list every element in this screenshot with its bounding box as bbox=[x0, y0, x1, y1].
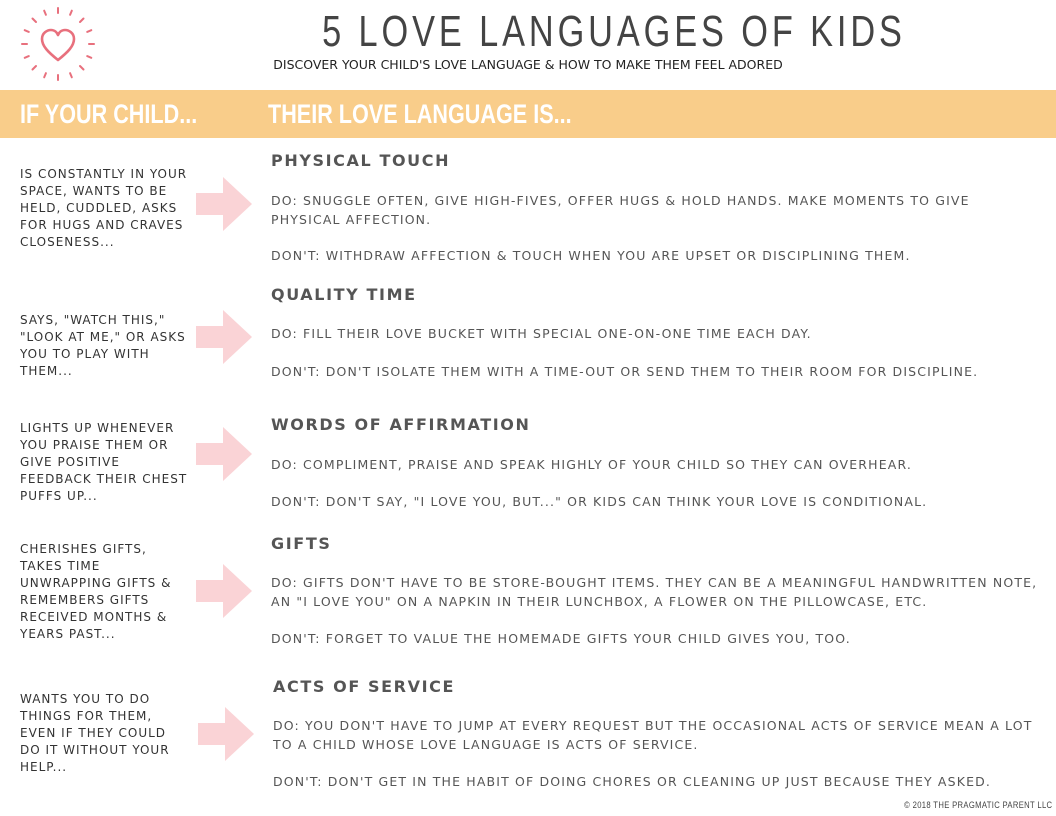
page-subtitle: DISCOVER YOUR CHILD'S LOVE LANGUAGE & HOW TO MAKE THEM FEEL ADORED bbox=[273, 57, 783, 72]
love-language-heading: PHYSICAL TOUCH bbox=[271, 151, 451, 170]
child-behavior-quality-time: SAYS, "WATCH THIS," "LOOK AT ME," OR ASKS YOU TO PLAY WITH THEM... bbox=[20, 313, 186, 378]
header-band bbox=[0, 90, 1056, 138]
dont-text: DON'T: DON'T ISOLATE THEM WITH A TIME-OUT OR SEND THEM TO THEIR ROOM FOR DISCIPLINE. bbox=[271, 364, 979, 379]
band-left-label: IF YOUR CHILD... bbox=[20, 99, 198, 129]
copyright-footer: © 2018 THE PRAGMATIC PARENT LLC bbox=[903, 800, 1052, 810]
child-behavior-physical-touch: IS CONSTANTLY IN YOUR SPACE, WANTS TO BE HELD, CUDDLED, ASKS FOR HUGS AND CRAVES CLOSENESS... bbox=[20, 167, 188, 249]
do-text: DO: GIFTS DON'T HAVE TO BE STORE-BOUGHT ITEMS. THEY CAN BE A MEANINGFUL HANDWRITTEN NOTE, AN "I LOVE YOU" ON A NAPKIN IN THEIR LUNCHBOX, A FLOWER ON THE PILLOWCASE, ETC. bbox=[271, 575, 1038, 609]
arrow-right-icon bbox=[196, 427, 252, 481]
child-behavior-words-of-affirmation: LIGHTS UP WHENEVER YOU PRAISE THEM OR GIVE POSITIVE FEEDBACK THEIR CHEST PUFFS UP... bbox=[20, 421, 188, 503]
child-behavior-gifts: CHERISHES GIFTS, TAKES TIME UNWRAPPING GIFTS & REMEMBERS GIFTS RECEIVED MONTHS & YEARS PAST... bbox=[20, 542, 172, 641]
do-text: DO: COMPLIMENT, PRAISE AND SPEAK HIGHLY OF YOUR CHILD SO THEY CAN OVERHEAR. bbox=[271, 457, 912, 472]
dont-text: DON'T: DON'T GET IN THE HABIT OF DOING CHORES OR CLEANING UP JUST BECAUSE THEY ASKED. bbox=[273, 774, 992, 789]
arrow-right-icon bbox=[198, 707, 254, 761]
dont-text: DON'T: FORGET TO VALUE THE HOMEMADE GIFTS YOUR CHILD GIVES YOU, TOO. bbox=[271, 631, 851, 646]
love-language-heading: GIFTS bbox=[271, 534, 332, 553]
heart-sunburst-icon bbox=[18, 4, 98, 84]
do-text: DO: FILL THEIR LOVE BUCKET WITH SPECIAL ONE-ON-ONE TIME EACH DAY. bbox=[271, 326, 812, 341]
do-text: DO: SNUGGLE OFTEN, GIVE HIGH-FIVES, OFFER HUGS & HOLD HANDS. MAKE MOMENTS TO GIVE PHYSICAL AFFECTION. bbox=[271, 193, 970, 227]
band-right-label: THEIR LOVE LANGUAGE IS... bbox=[268, 99, 572, 129]
love-language-heading: QUALITY TIME bbox=[271, 285, 417, 304]
love-language-heading: WORDS OF AFFIRMATION bbox=[271, 415, 531, 434]
do-text: DO: YOU DON'T HAVE TO JUMP AT EVERY REQUEST BUT THE OCCASIONAL ACTS OF SERVICE MEAN A LOT TO A CHILD WHOSE LOVE LANGUAGE IS ACTS OF SERVICE. bbox=[273, 718, 1033, 752]
child-behavior-acts-of-service: WANTS YOU TO DO THINGS FOR THEM, EVEN IF THEY COULD DO IT WITHOUT YOUR HELP... bbox=[20, 692, 170, 774]
arrow-right-icon bbox=[196, 310, 252, 364]
dont-text: DON'T: WITHDRAW AFFECTION & TOUCH WHEN YOU ARE UPSET OR DISCIPLINING THEM. bbox=[271, 248, 911, 263]
arrow-right-icon bbox=[196, 564, 252, 618]
arrow-right-icon bbox=[196, 177, 252, 231]
page-title: 5 LOVE LANGUAGES OF KIDS bbox=[322, 7, 906, 56]
love-language-heading: ACTS OF SERVICE bbox=[273, 677, 456, 696]
dont-text: DON'T: DON'T SAY, "I LOVE YOU, BUT..." OR KIDS CAN THINK YOUR LOVE IS CONDITIONAL. bbox=[271, 494, 928, 509]
